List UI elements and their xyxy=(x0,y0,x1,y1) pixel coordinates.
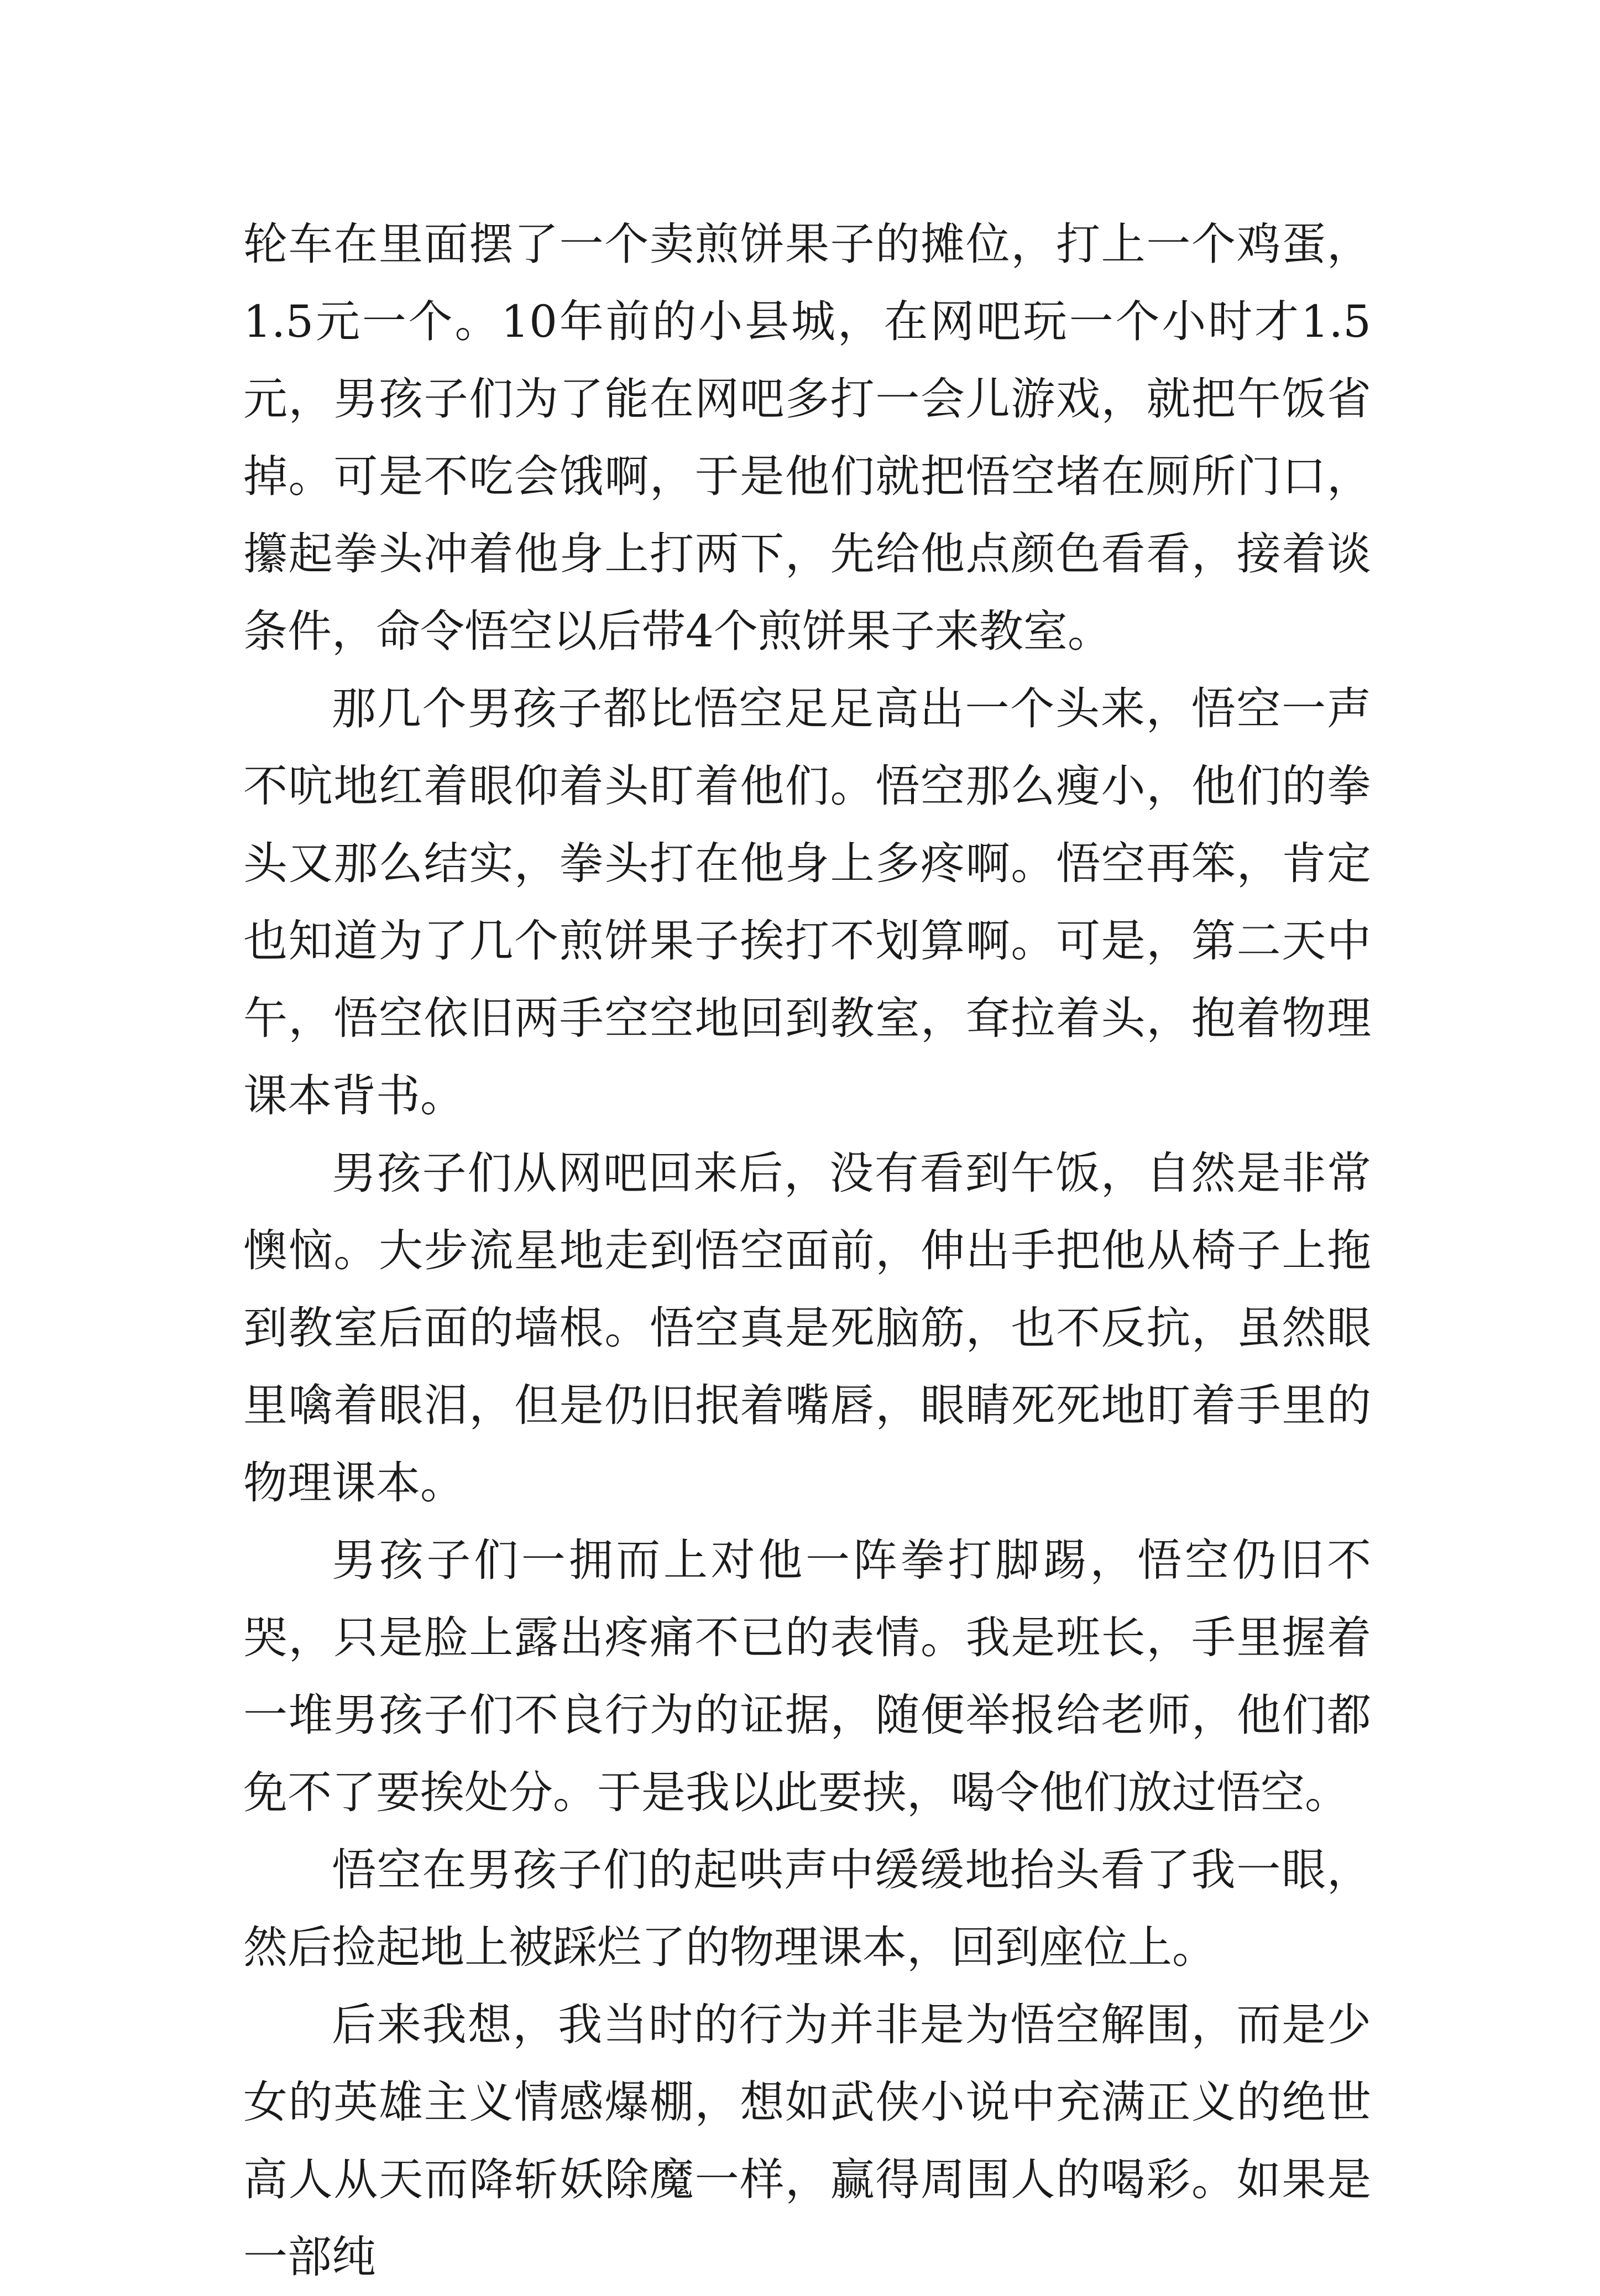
paragraph-6: 后来我想，我当时的行为并非是为悟空解围，而是少女的英雄主义情感爆棚，想如武侠小说中充满正义的绝世高人从天而降斩妖除魔一样，赢得周围人的喝彩。如果是一部纯 xyxy=(243,1999,1371,2283)
paragraph-3: 男孩子们从网吧回来后，没有看到午饭，自然是非常懊恼。大步流星地走到悟空面前，伸出手把他从椅子上拖到教室后面的墙根。悟空真是死脑筋，也不反抗，虽然眼里噙着眼泪，但是仍旧抿着嘴唇，眼睛死死地盯着手里的物理课本。 xyxy=(243,1147,1371,1509)
paragraph-5: 悟空在男孩子们的起哄声中缓缓地抬头看了我一眼，然后捡起地上被踩烂了的物理课本，回到座位上。 xyxy=(243,1844,1371,1973)
paragraph-1: 轮车在里面摆了一个卖煎饼果子的摊位，打上一个鸡蛋，1.5元一个。10年前的小县城，在网吧玩一个小时才1.5元，男孩子们为了能在网吧多打一会儿游戏，就把午饭省掉。可是不吃会饿啊，于是他们就把悟空堵在厕所门口，攥起拳头冲着他身上打两下，先给他点颜色看看，接着谈条件，命令悟空以后带4个煎饼果子来教室。 xyxy=(243,218,1371,657)
document-body xyxy=(243,206,1371,2296)
paragraph-4: 男孩子们一拥而上对他一阵拳打脚踢，悟空仍旧不哭，只是脸上露出疼痛不已的表情。我是班长，手里握着一堆男孩子们不良行为的证据，随便举报给老师，他们都免不了要挨处分。于是我以此要挟，喝令他们放过悟空。 xyxy=(243,1535,1371,1818)
paragraph-2: 那几个男孩子都比悟空足足高出一个头来，悟空一声不吭地红着眼仰着头盯着他们。悟空那么瘦小，他们的拳头又那么结实，拳头打在他身上多疼啊。悟空再笨，肯定也知道为了几个煎饼果子挨打不划算啊。可是，第二天中午，悟空依旧两手空空地回到教室，耷拉着头，抱着物理课本背书。 xyxy=(243,683,1371,1121)
